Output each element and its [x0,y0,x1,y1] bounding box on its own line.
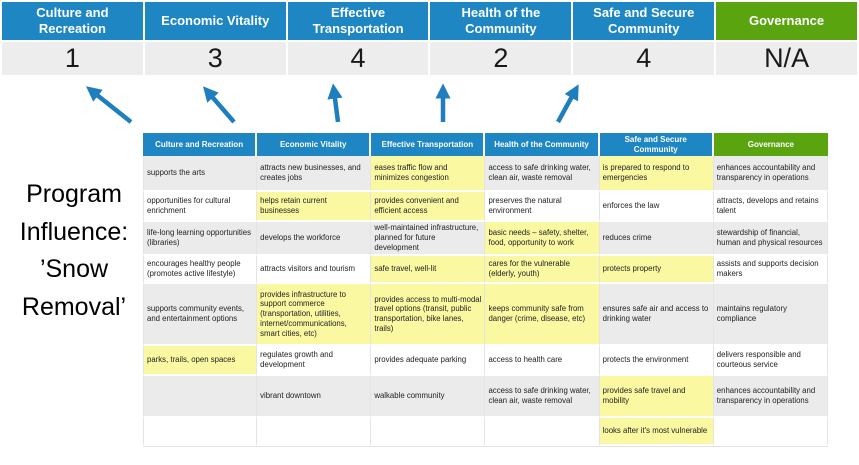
matrix-cell-highlighted: helps retain current businesses [257,192,371,222]
matrix-body [143,156,828,446]
matrix-column-header: Health of the Community [485,133,599,156]
program-title: Program Influence: ’Snow Removal’ [19,180,129,321]
matrix-cell: preserves the natural environment [485,192,599,222]
matrix-cell: supports community events, and entertainment options [143,284,257,346]
table-row [143,256,828,284]
matrix-cell [714,418,828,446]
category-header: Health of the Community [430,2,571,40]
score-row [2,42,857,75]
matrix-cell: assists and supports decision makers [714,256,828,284]
matrix-cell-highlighted: safe travel, well-lit [371,256,485,284]
matrix-cell-highlighted: keeps community safe from danger (crime, disease, etc) [485,284,599,346]
matrix-cell: supports the arts [143,156,257,192]
matrix-cell: well-maintained infrastructure, planned for future development [371,222,485,256]
matrix-cell: ensures safe air and access to drinking water [600,284,714,346]
matrix-cell-highlighted: provides infrastructure to support commerce (transportation, utilities, internet/communications, smart cities, etc) [257,284,371,346]
category-header: Effective Transportation [288,2,429,40]
matrix-cell-highlighted: eases traffic flow and minimizes congestion [371,156,485,192]
category-header: Governance [716,2,857,40]
matrix-cell [143,376,257,418]
matrix-cell: protects the environment [600,346,714,376]
matrix-cell: vibrant downtown [257,376,371,418]
matrix-cell: attracts, develops and retains talent [714,192,828,222]
category-header: Safe and Secure Community [573,2,714,40]
table-row [143,376,828,418]
category-score: 4 [288,42,429,75]
category-header: Culture and Recreation [2,2,143,40]
category-score: 1 [2,42,143,75]
matrix-cell-highlighted: provides convenient and efficient access [371,192,485,222]
arrow-culture [92,91,131,122]
table-row [143,222,828,256]
table-row [143,192,828,222]
matrix-cell: access to health care [485,346,599,376]
category-score: 3 [145,42,286,75]
matrix-cell: access to safe drinking water, clean air, waste removal [485,156,599,192]
matrix-column-header: Economic Vitality [257,133,371,156]
matrix-cell: walkable community [371,376,485,418]
matrix-cell: attracts visitors and tourism [257,256,371,284]
matrix-column-header: Governance [714,133,828,156]
matrix-cell: maintains regulatory compliance [714,284,828,346]
top-header-row [2,2,857,40]
matrix-cell: delivers responsible and courteous service [714,346,828,376]
matrix-cell: stewardship of financial, human and physical resources [714,222,828,256]
arrow-economic [208,92,234,122]
matrix-cell: provides adequate parking [371,346,485,376]
matrix-cell-highlighted: cares for the vulnerable (elderly, youth) [485,256,599,284]
matrix-cell-highlighted: protects property [600,256,714,284]
matrix-cell: enforces the law [600,192,714,222]
matrix-cell-highlighted: provides safe travel and mobility [600,376,714,418]
matrix-cell: develops the workforce [257,222,371,256]
matrix-column-header: Culture and Recreation [143,133,257,156]
category-score: 2 [430,42,571,75]
table-row [143,284,828,346]
matrix-cell: encourages healthy people (promotes active lifestyle) [143,256,257,284]
matrix-cell: enhances accountability and transparency in operations [714,156,828,192]
matrix-cell-highlighted: parks, trails, open spaces [143,346,257,376]
matrix-cell [371,418,485,446]
matrix-cell-highlighted: basic needs – safety, shelter, food, opportunity to work [485,222,599,256]
influence-arrows [0,74,859,136]
matrix-cell [257,418,371,446]
category-score: N/A [716,42,857,75]
matrix-header-row [143,133,828,156]
matrix-column-header: Effective Transportation [371,133,485,156]
category-score: 4 [573,42,714,75]
matrix-column-header: Safe and Secure Community [600,133,714,156]
matrix-cell: regulates growth and development [257,346,371,376]
matrix-cell-highlighted: provides access to multi-modal travel options (transit, public transportation, bike lanes, trails) [371,284,485,346]
table-row [143,418,828,446]
matrix-cell: opportunities for cultural enrichment [143,192,257,222]
matrix-cell: life-long learning opportunities (libraries) [143,222,257,256]
matrix-table [143,133,828,447]
table-row [143,346,828,376]
arrow-safe [558,91,575,122]
category-header: Economic Vitality [145,2,286,40]
matrix-cell: attracts new businesses, and creates jobs [257,156,371,192]
arrow-transportation [334,91,338,122]
matrix-cell: reduces crime [600,222,714,256]
matrix-cell [143,418,257,446]
matrix-cell-highlighted: looks after it's most vulnerable [600,418,714,446]
matrix-cell: enhances accountability and transparency in operations [714,376,828,418]
matrix-cell [485,418,599,446]
matrix-cell: access to safe drinking water, clean air, waste removal [485,376,599,418]
table-row [143,156,828,192]
matrix-cell-highlighted: is prepared to respond to emergencies [600,156,714,192]
